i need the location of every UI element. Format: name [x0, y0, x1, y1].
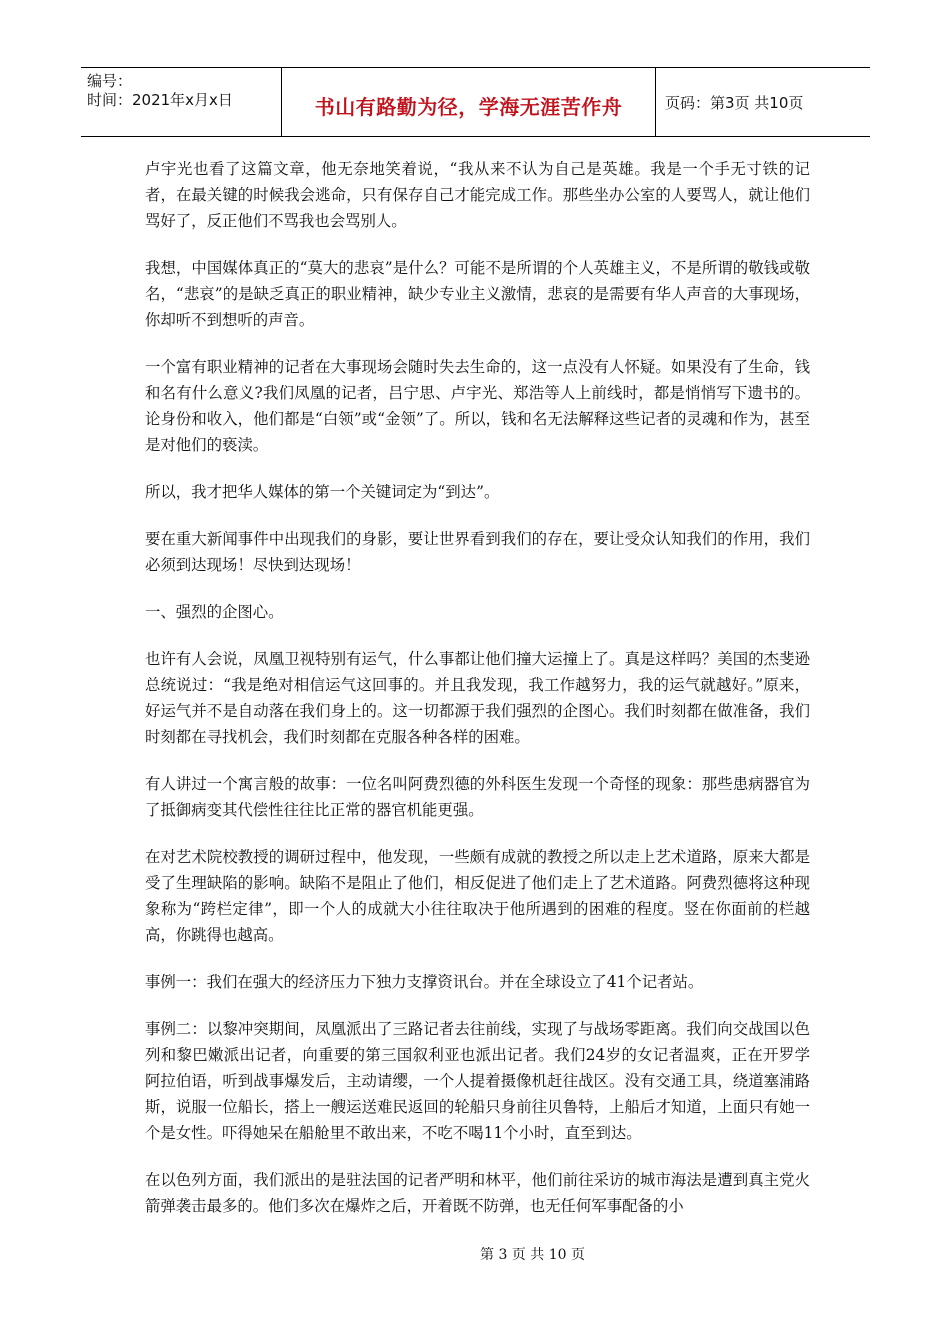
paragraph: 一个富有职业精神的记者在大事现场会随时失去生命的，这一点没有人怀疑。如果没有了生命，钱和名有什么意义?我们凤凰的记者，吕宁思、卢宇光、郑浩等人上前线时，都是悄悄写下遗书的。论身份和收入，他们都是“白领”或“金领”了。所以，钱和名无法解释这些记者的灵魂和作为，甚至是对他们的亵渎。	[145, 358, 810, 454]
header-page-info	[656, 68, 870, 136]
paragraph: 在对艺术院校教授的调研过程中，他发现，一些颇有成就的教授之所以走上艺术道路，原来大都是受了生理缺陷的影响。缺陷不是阻止了他们，相反促进了他们走上了艺术道路。阿费烈德将这种现象称为“跨栏定律”，即一个人的成就大小往往取决于他所遇到的困难的程度。竖在你面前的栏越高，你跳得也越高。	[145, 848, 810, 944]
paragraph: 所以，我才把华人媒体的第一个关键词定为“到达”。	[145, 483, 500, 501]
header-meta	[81, 68, 282, 136]
number-label: 编号：	[87, 72, 133, 90]
page-header	[81, 67, 870, 137]
motto-text: 书山有路勤为径，学海无涯苦作舟	[314, 94, 623, 119]
paragraph: 我想，中国媒体真正的“莫大的悲哀”是什么？可能不是所谓的个人英雄主义，不是所谓的敬钱或敬名，“悲哀”的是缺乏真正的职业精神，缺少专业主义激情，悲哀的是需要有华人声音的大事现场，你却听不到想听的声音。	[145, 259, 810, 329]
page-footer	[0, 1244, 950, 1264]
date-label: 时间：2021年x月x日	[87, 91, 233, 109]
paragraph: 事例二：以黎冲突期间，凤凰派出了三路记者去往前线，实现了与战场零距离。我们向交战国以色列和黎巴嫩派出记者，向重要的第三国叙利亚也派出记者。我们24岁的女记者温爽，正在开罗学阿拉伯语，听到战事爆发后，主动请缨，一个人提着摄像机赶往战区。没有交通工具，绕道塞浦路斯，说服一位船长，搭上一艘运送难民返回的轮船只身前往贝鲁特，上船后才知道，上面只有她一个是女性。吓得她呆在船舱里不敢出来，不吃不喝11个小时，直至到达。	[145, 1020, 810, 1142]
paragraph: 也许有人会说，凤凰卫视特别有运气，什么事都让他们撞大运撞上了。真是这样吗？美国的杰斐逊总统说过：“我是绝对相信运气这回事的。并且我发现，我工作越努力，我的运气就越好。”原来，好运气并不是自动落在我们身上的。这一切都源于我们强烈的企图心。我们时刻都在做准备，我们时刻都在寻找机会，我们时刻都在克服各种各样的困难。	[145, 650, 810, 746]
paragraph: 在以色列方面，我们派出的是驻法国的记者严明和林平，他们前往采访的城市海法是遭到真主党火箭弹袭击最多的。他们多次在爆炸之后，开着既不防弹，也无任何军事配备的小	[145, 1171, 810, 1215]
section-heading: 一、强烈的企图心。	[145, 603, 284, 621]
footer-page-number: 第 3 页 共 10 页	[480, 1247, 585, 1263]
paragraph: 卢宇光也看了这篇文章，他无奈地笑着说，“我从来不认为自己是英雄。我是一个手无寸铁的记者，在最关键的时候我会逃命，只有保存自己才能完成工作。那些坐办公室的人要骂人，就让他们骂好了，反正他们不骂我也会骂别人。	[145, 160, 810, 230]
page-info-text: 页码：第3页 共10页	[665, 93, 804, 112]
paragraph: 事例一：我们在强大的经济压力下独力支撑资讯台。并在全球设立了41个记者站。	[145, 973, 704, 991]
document-body	[145, 156, 810, 1240]
paragraph: 要在重大新闻事件中出现我们的身影，要让世界看到我们的存在，要让受众认知我们的作用，我们必须到达现场！尽快到达现场！	[145, 530, 810, 574]
header-motto-cell	[282, 68, 656, 136]
paragraph: 有人讲过一个寓言般的故事：一位名叫阿费烈德的外科医生发现一个奇怪的现象：那些患病器官为了抵御病变其代偿性往往比正常的器官机能更强。	[145, 775, 810, 819]
